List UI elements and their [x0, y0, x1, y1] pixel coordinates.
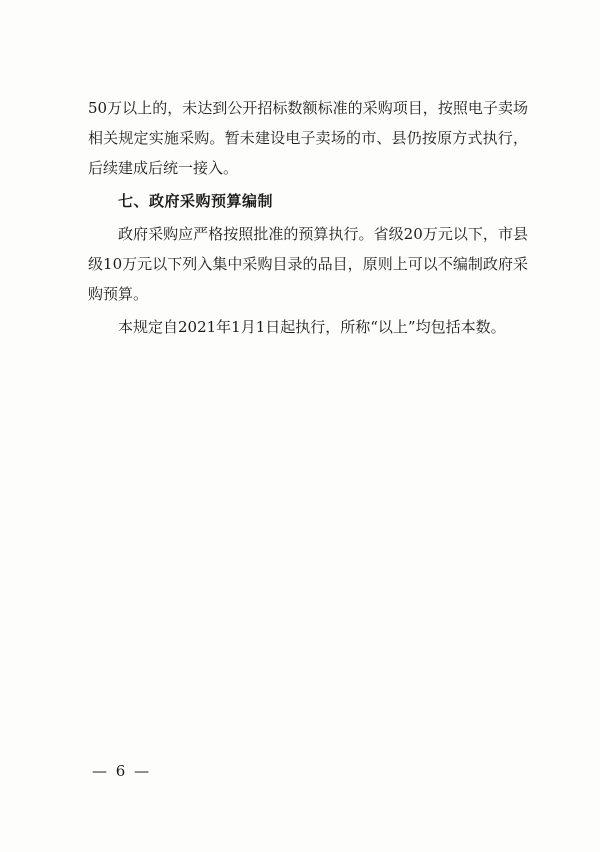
page-number: — 6 —	[92, 762, 152, 780]
document-body	[88, 93, 528, 342]
paragraph-effective-date: 本规定自2021年1月1日起执行，所称“以上”均包括本数。	[118, 318, 506, 336]
paragraph-continuation: 50万以上的，未达到公开招标数额标准的采购项目，按照电子卖场相关规定实施采购。暂未建设电子卖场的市、县仍按原方式执行，后续建成后统一接入。	[88, 99, 528, 177]
paragraph-budget: 政府采购应严格按照批准的预算执行。省级20万元以下，市县级10万元以下列入集中采购目录的品目，原则上可以不编制政府采购预算。	[88, 225, 528, 303]
section-heading: 七、政府采购预算编制	[118, 192, 274, 210]
